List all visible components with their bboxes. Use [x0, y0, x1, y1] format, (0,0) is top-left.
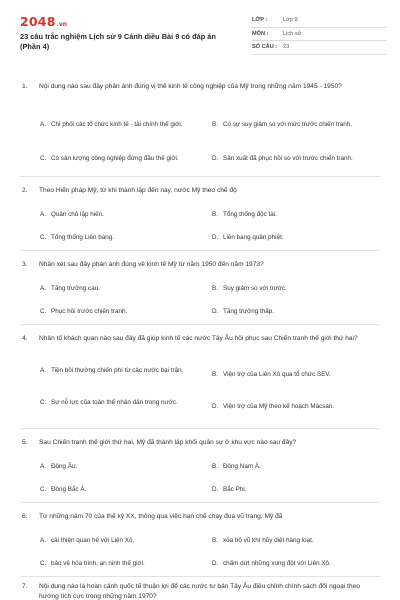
- answer-option[interactable]: [40, 559, 205, 568]
- option-letter: A.: [40, 463, 46, 470]
- divider: [20, 502, 380, 503]
- option-text: Viện trợ của Liên Xô qua tổ chức SEV.: [223, 371, 331, 378]
- document-title: 23 câu trắc nghiệm Lịch sử 9 Cánh diều Bài 9 có đáp án (Phần 4): [20, 32, 216, 51]
- option-text: cải thiện quan hệ với Liên Xô.: [51, 537, 135, 544]
- answer-option[interactable]: [212, 485, 377, 494]
- answer-option[interactable]: [212, 536, 377, 545]
- option-letter: B.: [212, 371, 218, 378]
- option-text: xóa bỏ vũ khí hủy diệt hàng loạt.: [223, 537, 314, 544]
- option-letter: C.: [40, 486, 47, 493]
- question-text: Nội dung nào là hoàn cảnh quốc tế thuận lợi để các nước tư bản Tây Âu điều chỉnh chính sách đối ngoại theo hướng tích cực trong những năm 1970?: [39, 583, 360, 600]
- option-text: Quân chủ lập hiến.: [51, 211, 104, 218]
- option-text: Sự nỗ lực của toàn thể nhân dân trong nước.: [51, 399, 178, 406]
- answer-option[interactable]: [212, 559, 377, 568]
- meta-row-class: [252, 14, 387, 28]
- divider: [20, 428, 380, 429]
- option-text: Tăng trưởng thấp.: [223, 308, 275, 315]
- meta-value: 23: [283, 44, 290, 50]
- meta-value: Lớp 9: [283, 17, 298, 23]
- option-text: Phục hồi trước chiến tranh.: [51, 308, 128, 315]
- option-text: Đông Nam Á.: [223, 463, 261, 470]
- meta-row-count: [252, 41, 387, 55]
- divider: [20, 176, 380, 177]
- question-text: Nhận xét sau đây phản ánh đúng về kinh tế Mỹ từ năm 1950 đến năm 1973?: [39, 261, 264, 268]
- option-letter: B.: [212, 463, 218, 470]
- answer-option[interactable]: [212, 370, 377, 379]
- answer-option[interactable]: [40, 536, 205, 545]
- option-letter: A.: [40, 211, 46, 218]
- divider: [20, 324, 380, 325]
- meta-label: LỚP :: [252, 17, 268, 23]
- option-letter: A.: [40, 121, 46, 128]
- option-letter: D.: [212, 403, 219, 410]
- question-number: 4.: [22, 335, 28, 342]
- answer-option[interactable]: [40, 307, 205, 316]
- option-letter: C.: [40, 560, 47, 567]
- answer-option[interactable]: [212, 307, 377, 316]
- option-letter: D.: [212, 308, 219, 315]
- option-letter: B.: [212, 211, 218, 218]
- option-text: Liên bang quân phiệt.: [223, 234, 284, 241]
- answer-option[interactable]: [212, 284, 377, 293]
- divider: [20, 250, 380, 251]
- meta-value: Lịch sử: [283, 30, 302, 37]
- question-text: Theo Hiến pháp Mỹ, từ khi thành lập đến nay, nước Mỹ theo chế độ: [39, 187, 237, 194]
- answer-option[interactable]: [40, 120, 205, 129]
- answer-option[interactable]: [212, 233, 377, 242]
- document-meta: [252, 14, 387, 55]
- option-letter: D.: [212, 486, 219, 493]
- question-text: Từ những năm 70 của thế kỷ XX, thông qua việc hạn chế chạy đua vũ trang, Mỹ đã: [39, 513, 283, 520]
- answer-option[interactable]: [212, 120, 377, 129]
- option-text: Đông Âu.: [51, 463, 78, 470]
- option-letter: B.: [212, 285, 218, 292]
- answer-option[interactable]: [212, 210, 377, 219]
- option-text: Chi phối các tổ chức kinh tế - tài chính thế giới.: [51, 121, 183, 128]
- question-text: Nội dung nào sau đây phản ánh đúng vị thế kinh tế công nghiệp của Mỹ trong những năm 1945 - 1950?: [39, 83, 342, 90]
- logo-text: 2048: [20, 14, 56, 29]
- option-letter: D.: [212, 560, 219, 567]
- question-number: 3.: [22, 261, 28, 268]
- option-text: Suy giảm so với trước.: [223, 285, 287, 292]
- option-text: Tăng trưởng cao.: [51, 285, 100, 292]
- answer-option[interactable]: [40, 462, 205, 471]
- meta-label: MÔN :: [252, 30, 269, 37]
- logo-domain: .vn: [56, 21, 68, 28]
- option-letter: B.: [212, 537, 218, 544]
- answer-option[interactable]: [40, 284, 205, 293]
- divider: [20, 576, 380, 577]
- option-text: Sản xuất đã phục hồi so với trước chiến tranh.: [223, 155, 353, 162]
- option-letter: C.: [40, 308, 47, 315]
- meta-row-subject: [252, 28, 387, 42]
- answer-option[interactable]: [40, 210, 205, 219]
- option-text: chấm dứt những xung đột với Liên Xô.: [223, 560, 331, 567]
- option-text: Viện trợ của Mỹ theo kế hoạch Mácsan.: [223, 403, 335, 410]
- option-letter: B.: [212, 121, 218, 128]
- question-number: 6.: [22, 513, 28, 520]
- meta-label: SỐ CÂU :: [252, 44, 278, 50]
- answer-option[interactable]: [212, 462, 377, 471]
- option-letter: D.: [212, 234, 219, 241]
- option-text: Tiền bồi thường chiến phí từ các nước bại trận.: [51, 367, 184, 374]
- option-letter: A.: [40, 285, 46, 292]
- answer-option[interactable]: [40, 485, 205, 494]
- option-letter: A.: [40, 537, 46, 544]
- answer-option[interactable]: [40, 366, 205, 375]
- answer-option[interactable]: [40, 398, 205, 407]
- question-number: 2.: [22, 187, 28, 194]
- option-text: Có sự suy giảm so với mức trước chiến tranh.: [223, 121, 353, 128]
- question-number: 7.: [22, 583, 28, 590]
- option-text: Bắc Phi.: [223, 486, 247, 493]
- option-text: bảo vệ hòa bình, an ninh thế giới.: [51, 560, 145, 567]
- answer-option[interactable]: [40, 233, 205, 242]
- answer-option[interactable]: [40, 154, 205, 163]
- option-letter: C.: [40, 399, 47, 406]
- option-text: Có sản lượng công nghiệp đứng đầu thế giới.: [51, 155, 179, 162]
- option-letter: C.: [40, 234, 47, 241]
- question-text: Sau Chiến tranh thế giới thứ hai, Mỹ đã thành lập khối quân sự ở khu vực nào sau đây?: [39, 439, 297, 446]
- option-text: Đông Bắc Á.: [51, 486, 87, 493]
- option-text: Tổng thống Liên bang.: [51, 234, 115, 241]
- question-text: Nhân tố khách quan nào sau đây đã giúp kinh tế các nước Tây Âu hồi phục sau Chiến tranh thế giới thứ hai?: [39, 335, 358, 342]
- answer-option[interactable]: [212, 402, 377, 411]
- option-text: Tổng thống độc tài.: [223, 211, 277, 218]
- question-number: 5.: [22, 439, 28, 446]
- site-logo[interactable]: [20, 14, 67, 28]
- page-header: [0, 0, 400, 60]
- option-letter: A.: [40, 367, 46, 374]
- answer-option[interactable]: [212, 154, 377, 163]
- question-number: 1.: [22, 83, 28, 90]
- option-letter: C.: [40, 155, 47, 162]
- option-letter: D.: [212, 155, 219, 162]
